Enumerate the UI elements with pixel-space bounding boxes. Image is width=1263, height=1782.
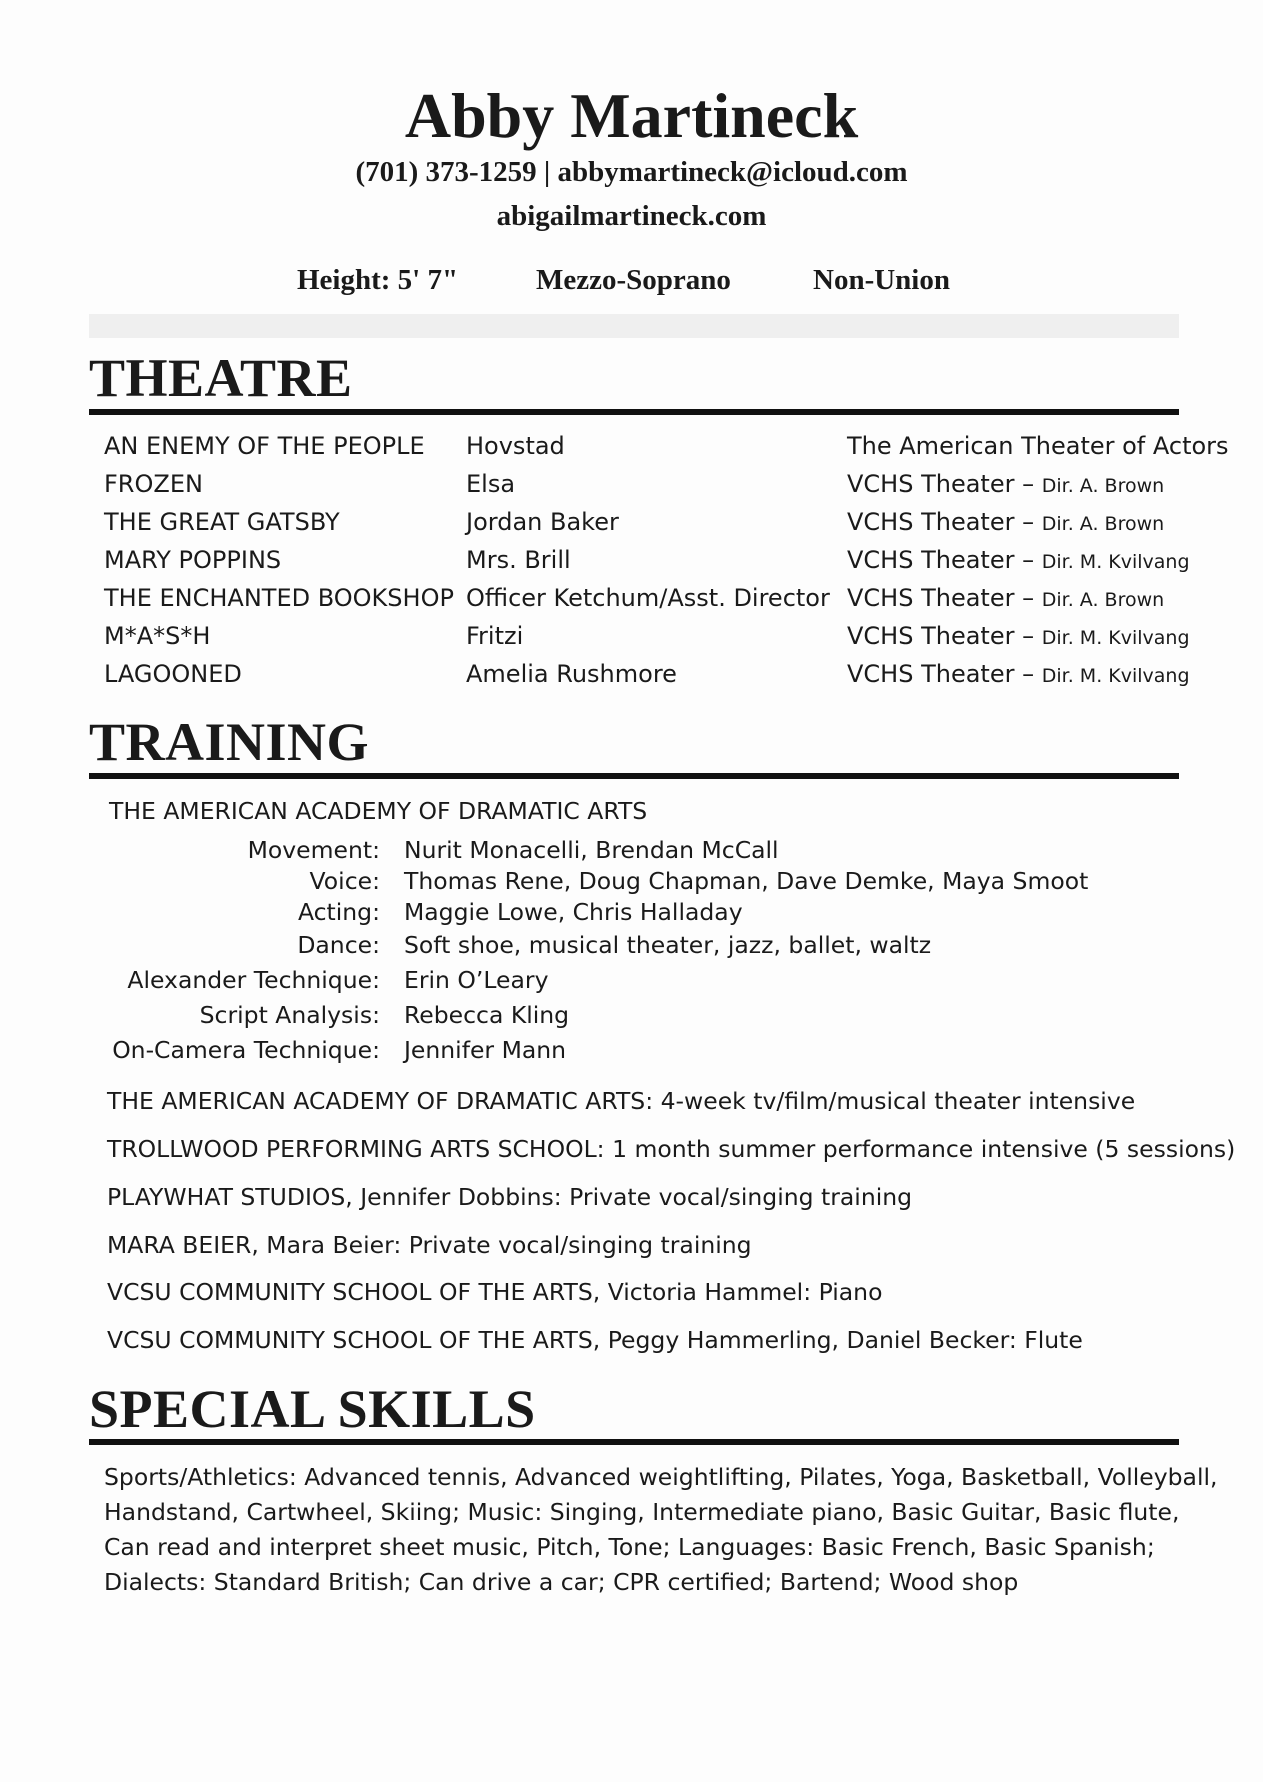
- credit-row: [0, 470, 1263, 506]
- venue-name: VCHS Theater –: [847, 584, 1035, 612]
- class-instructors: Thomas Rene, Doug Chapman, Dave Demke, Maya Smoot: [404, 867, 1089, 895]
- credit-row: [0, 622, 1263, 658]
- venue: [847, 660, 1190, 688]
- section-rule: [89, 409, 1179, 415]
- class-instructors: Jennifer Mann: [404, 1036, 567, 1064]
- class-label: Acting:: [297, 898, 380, 926]
- director: Dir. M. Kvilvang: [1041, 627, 1190, 649]
- venue-name: VCHS Theater –: [847, 660, 1035, 688]
- director: Dir. A. Brown: [1041, 513, 1165, 535]
- class-label: Movement:: [247, 836, 380, 864]
- training-item: THE AMERICAN ACADEMY OF DRAMATIC ARTS: 4-week tv/film/musical theater intensive: [107, 1087, 1136, 1115]
- role: Officer Ketchum/Asst. Director: [466, 584, 830, 612]
- show-title: LAGOONED: [104, 660, 242, 688]
- skills-text: [104, 1460, 1218, 1600]
- section-rule: [89, 1439, 1179, 1445]
- height-stat: Height: 5' 7": [297, 264, 459, 296]
- skills-line: Dialects: Standard British; Can drive a car; CPR certified; Bartend; Wood shop: [104, 1568, 1019, 1596]
- venue: The American Theater of Actors: [847, 432, 1229, 460]
- header-divider: [89, 314, 1179, 338]
- show-title: M*A*S*H: [104, 622, 211, 650]
- show-title: MARY POPPINS: [104, 546, 282, 574]
- credit-row: [0, 546, 1263, 582]
- class-label: Script Analysis:: [199, 1001, 380, 1029]
- skills-line: Sports/Athletics: Advanced tennis, Advanced weightlifting, Pilates, Yoga, Basketball, Volleyball,: [104, 1463, 1218, 1491]
- credit-row: [0, 508, 1263, 544]
- director: Dir. M. Kvilvang: [1041, 665, 1190, 687]
- class-instructors: Soft shoe, musical theater, jazz, ballet, waltz: [404, 931, 932, 959]
- website: abigailmartineck.com: [496, 200, 767, 232]
- venue: [847, 584, 1164, 612]
- class-label: Voice:: [309, 867, 380, 895]
- section-rule: [89, 773, 1179, 779]
- class-instructors: Maggie Lowe, Chris Halladay: [404, 898, 743, 926]
- training-school: THE AMERICAN ACADEMY OF DRAMATIC ARTS: [109, 797, 648, 825]
- training-item: MARA BEIER, Mara Beier: Private vocal/singing training: [107, 1231, 752, 1259]
- role: Hovstad: [466, 432, 565, 460]
- venue: [847, 546, 1190, 574]
- class-label: Alexander Technique:: [127, 966, 380, 994]
- role: Elsa: [466, 470, 516, 498]
- credit-row: [0, 584, 1263, 620]
- venue-name: VCHS Theater –: [847, 622, 1035, 650]
- class-instructors: Erin O’Leary: [404, 966, 549, 994]
- role: Fritzi: [466, 622, 524, 650]
- union-status: Non-Union: [813, 264, 950, 296]
- credit-row: [0, 660, 1263, 696]
- show-title: THE ENCHANTED BOOKSHOP: [104, 584, 454, 612]
- training-item: VCSU COMMUNITY SCHOOL OF THE ARTS, Peggy Hammerling, Daniel Becker: Flute: [107, 1326, 1083, 1354]
- director: Dir. A. Brown: [1041, 589, 1165, 611]
- venue-name: VCHS Theater –: [847, 546, 1035, 574]
- voice-type: Mezzo-Soprano: [536, 264, 731, 296]
- class-label: On-Camera Technique:: [112, 1036, 380, 1064]
- training-item: TROLLWOOD PERFORMING ARTS SCHOOL: 1 month summer performance intensive (5 sessions): [107, 1135, 1236, 1163]
- training-item: VCSU COMMUNITY SCHOOL OF THE ARTS, Victoria Hammel: Piano: [107, 1278, 883, 1306]
- venue-name: VCHS Theater –: [847, 470, 1035, 498]
- role: Mrs. Brill: [466, 546, 571, 574]
- contact-line: (701) 373-1259 | abbymartineck@icloud.com: [355, 156, 908, 188]
- class-instructors: Rebecca Kling: [404, 1001, 570, 1029]
- show-title: THE GREAT GATSBY: [104, 508, 340, 536]
- section-heading-theatre: THEATRE: [89, 348, 353, 408]
- section-heading-skills: SPECIAL SKILLS: [89, 1379, 536, 1439]
- venue: [847, 470, 1164, 498]
- role: Amelia Rushmore: [466, 660, 677, 688]
- actor-name: Abby Martineck: [404, 80, 859, 151]
- show-title: FROZEN: [104, 470, 203, 498]
- director: Dir. A. Brown: [1041, 475, 1165, 497]
- training-item: PLAYWHAT STUDIOS, Jennifer Dobbins: Private vocal/singing training: [107, 1183, 913, 1211]
- skills-line: Handstand, Cartwheel, Skiing; Music: Singing, Intermediate piano, Basic Guitar, Basic flute,: [104, 1498, 1180, 1526]
- class-label: Dance:: [297, 931, 380, 959]
- section-heading-training: TRAINING: [89, 712, 370, 772]
- role: Jordan Baker: [466, 508, 619, 536]
- venue: [847, 508, 1164, 536]
- venue-name: VCHS Theater –: [847, 508, 1035, 536]
- venue: [847, 622, 1190, 650]
- class-instructors: Nurit Monacelli, Brendan McCall: [404, 836, 779, 864]
- credit-row: [0, 432, 1263, 468]
- skills-line: Can read and interpret sheet music, Pitch, Tone; Languages: Basic French, Basic Spanish;: [104, 1533, 1155, 1561]
- show-title: AN ENEMY OF THE PEOPLE: [104, 432, 425, 460]
- director: Dir. M. Kvilvang: [1041, 551, 1190, 573]
